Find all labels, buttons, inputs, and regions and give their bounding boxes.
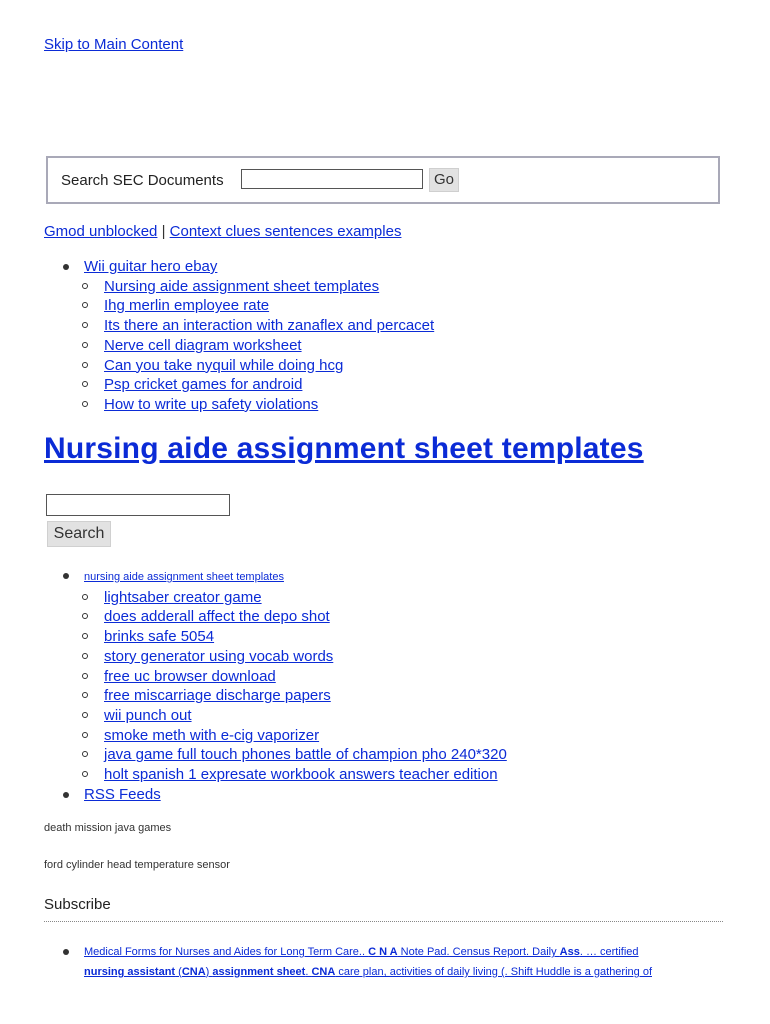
- circle-bullet-icon: [82, 381, 88, 387]
- list-item: [104, 336, 434, 356]
- sec-search-input[interactable]: [241, 169, 423, 189]
- related-link[interactable]: story generator using vocab words: [104, 647, 334, 665]
- list-item: [104, 296, 434, 316]
- subscribe-heading: Subscribe: [44, 896, 111, 913]
- plain-text-2: ford cylinder head temperature sensor: [44, 859, 230, 871]
- list-item: [104, 726, 507, 746]
- page-title: [44, 432, 644, 466]
- circle-bullet-icon: [82, 594, 88, 600]
- nav-link[interactable]: Nerve cell diagram worksheet: [104, 336, 302, 354]
- crumb-context-link[interactable]: Context clues sentences examples: [169, 223, 402, 240]
- nav-sub-list: [104, 277, 434, 415]
- crumb-separator: |: [161, 223, 166, 240]
- sec-search-label: Search SEC Documents: [61, 172, 224, 189]
- related-top-link[interactable]: nursing aide assignment sheet templates: [84, 571, 284, 583]
- circle-bullet-icon: [82, 771, 88, 777]
- search-button[interactable]: Search: [47, 521, 111, 547]
- bullet-icon: [63, 949, 69, 955]
- bullet-icon: [63, 792, 69, 798]
- go-button[interactable]: Go: [429, 168, 459, 192]
- related-link[interactable]: does adderall affect the depo shot: [104, 608, 330, 626]
- related-link[interactable]: brinks safe 5054: [104, 628, 215, 646]
- list-item: [104, 588, 507, 608]
- circle-bullet-icon: [82, 302, 88, 308]
- list-item: [104, 395, 434, 415]
- circle-bullet-icon: [82, 322, 88, 328]
- skip-to-main-link[interactable]: Skip to Main Content: [44, 36, 184, 53]
- breadcrumb: [44, 223, 401, 240]
- circle-bullet-icon: [82, 283, 88, 289]
- nav-link[interactable]: Can you take nyquil while doing hcg: [104, 356, 344, 374]
- snippet-list: [64, 942, 724, 982]
- circle-bullet-icon: [82, 712, 88, 718]
- circle-bullet-icon: [82, 362, 88, 368]
- circle-bullet-icon: [82, 751, 88, 757]
- related-link[interactable]: lightsaber creator game: [104, 588, 262, 606]
- list-item: [104, 706, 507, 726]
- rss-item: [64, 785, 507, 805]
- nav-list: [64, 257, 434, 415]
- list-item: [104, 607, 507, 627]
- plain-text-1: death mission java games: [44, 822, 172, 834]
- list-item: [104, 745, 507, 765]
- list-item: [104, 667, 507, 687]
- nav-link[interactable]: How to write up safety violations: [104, 395, 319, 413]
- related-sub-list: [104, 588, 507, 785]
- list-item: [104, 765, 507, 785]
- bullet-icon: [63, 264, 69, 270]
- snippet-link[interactable]: Medical Forms for Nurses and Aides for Long Term Care.. C N A Note Pad. Census Report. Daily Ass. … certified: [84, 946, 639, 958]
- list-item: [104, 375, 434, 395]
- nav-top-item: [64, 257, 434, 415]
- related-link[interactable]: wii punch out: [104, 706, 192, 724]
- rss-feeds-link[interactable]: RSS Feeds: [84, 785, 161, 803]
- divider: [44, 921, 723, 922]
- circle-bullet-icon: [82, 732, 88, 738]
- circle-bullet-icon: [82, 342, 88, 348]
- related-link[interactable]: smoke meth with e-cig vaporizer: [104, 726, 320, 744]
- snippet-item: [64, 942, 724, 982]
- circle-bullet-icon: [82, 673, 88, 679]
- list-item: [104, 686, 507, 706]
- related-link[interactable]: free miscarriage discharge papers: [104, 687, 331, 705]
- related-list: [64, 566, 507, 804]
- nav-link[interactable]: Ihg merlin employee rate: [104, 297, 270, 315]
- list-item: [104, 316, 434, 336]
- circle-bullet-icon: [82, 633, 88, 639]
- nav-top-link[interactable]: Wii guitar hero ebay: [84, 258, 218, 275]
- list-item: [104, 277, 434, 297]
- bullet-icon: [63, 573, 69, 579]
- list-item: [104, 356, 434, 376]
- search-input[interactable]: [46, 494, 230, 516]
- related-link[interactable]: holt spanish 1 expresate workbook answers teacher edition: [104, 766, 498, 784]
- circle-bullet-icon: [82, 613, 88, 619]
- nav-link[interactable]: Nursing aide assignment sheet templates: [104, 277, 380, 295]
- circle-bullet-icon: [82, 692, 88, 698]
- circle-bullet-icon: [82, 653, 88, 659]
- nav-link[interactable]: Psp cricket games for android: [104, 376, 303, 394]
- related-link[interactable]: java game full touch phones battle of champion pho 240*320: [104, 746, 507, 764]
- snippet-link-2[interactable]: nursing assistant (CNA) assignment sheet. CNA care plan, activities of daily living (. Shift Huddle is a gathering of: [84, 966, 652, 978]
- nav-link[interactable]: Its there an interaction with zanaflex and percacet: [104, 317, 435, 335]
- sec-search-box: [46, 156, 720, 204]
- crumb-gmod-link[interactable]: Gmod unblocked: [44, 223, 158, 240]
- page-title-link[interactable]: Nursing aide assignment sheet templates: [44, 432, 644, 465]
- related-link[interactable]: free uc browser download: [104, 667, 276, 685]
- circle-bullet-icon: [82, 401, 88, 407]
- list-item: [104, 627, 507, 647]
- related-top-item: [64, 566, 507, 785]
- list-item: [104, 647, 507, 667]
